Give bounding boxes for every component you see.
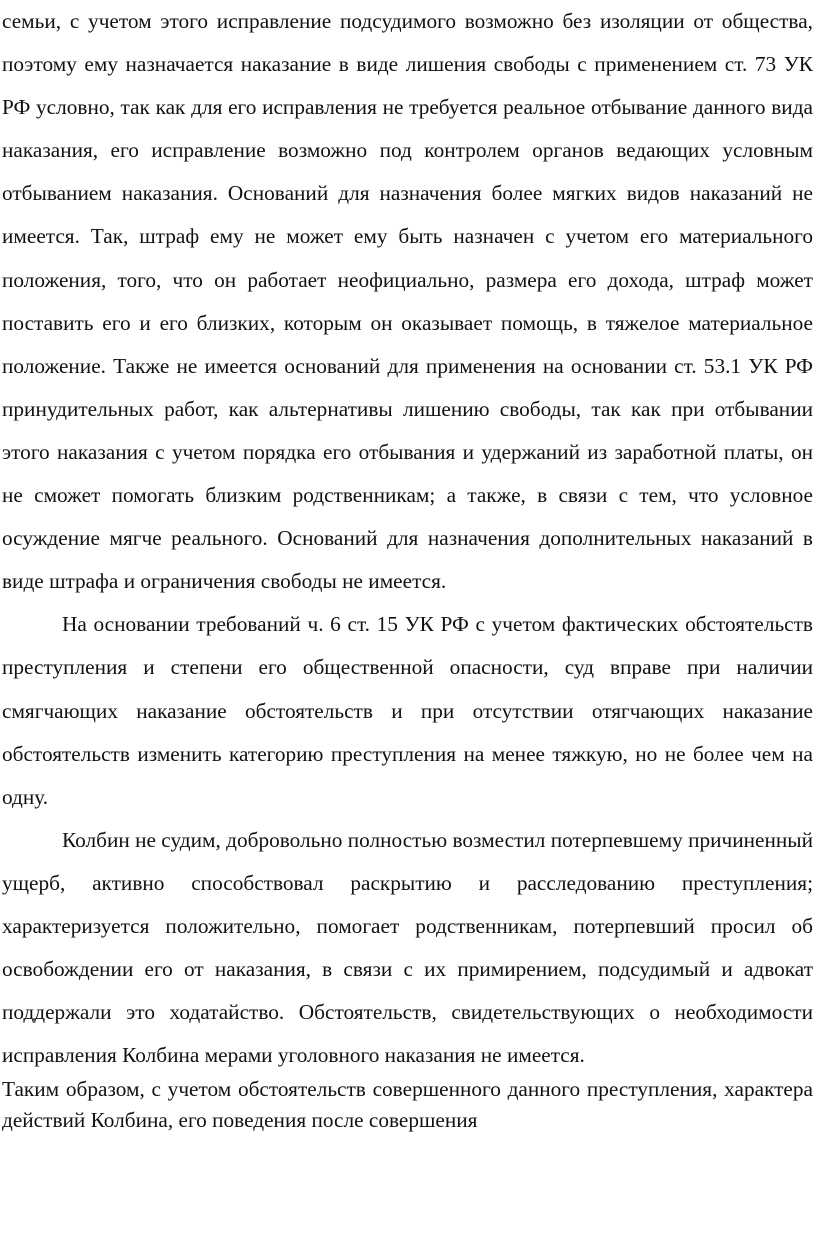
paragraph-defendant-characterization: Колбин не судим, добровольно полностью возместил потерпевшему причиненный ущерб, активно способствовал раскрытию и расследованию преступления; характеризуется положительно, помогает родственникам, потерпевший просил об освобождении его от наказания, в связи с их примирением, подсудимый и адвокат поддержали это ходатайство. Обстоятельств, свидетельствующих о необходимости исправления Колбина мерами уголовного наказания не имеется. bbox=[2, 827, 813, 1068]
paragraph-category-change: На основании требований ч. 6 ст. 15 УК РФ с учетом фактических обстоятельств преступления и степени его общественной опасности, суд вправе при наличии смягчающих наказание обстоятельств и при отсутствии отягчающих наказание обстоятельств изменить категорию преступления на менее тяжкую, но не более чем на одну. bbox=[2, 612, 813, 809]
paragraph-sentencing-reasons: семьи, с учетом этого исправление подсудимого возможно без изоляции от общества, поэтому ему назначается наказание в виде лишения свободы с применением ст. 73 УК РФ условно, так как для его исправления не требуется реальное отбывание данного вида наказания, его исправление возможно под контролем органов ведающих условным отбыванием наказания. Оснований для назначения более мягких видов наказаний не имеется. Так, штраф ему не может ему быть назначен с учетом его материального положения, того, что он работает неофициально, размера его дохода, штраф может поставить его и его близких, которым он оказывает помощь, в тяжелое материальное положение. Также не имеется оснований для применения на основании ст. 53.1 УК РФ принудительных работ, как альтернативы лишению свободы, так как при отбывании этого наказания с учетом порядка его отбывания и удержаний из заработной платы, он не сможет помогать близким родственникам; а также, в связи с тем, что условное осуждение мягче реального. Оснований для назначения дополнительных наказаний в виде штрафа и ограничения свободы не имеется. bbox=[2, 9, 813, 594]
paragraph-conclusion: Таким образом, с учетом обстоятельств совершенного данного преступления, характера действий Колбина, его поведения после совершения bbox=[2, 1077, 813, 1132]
